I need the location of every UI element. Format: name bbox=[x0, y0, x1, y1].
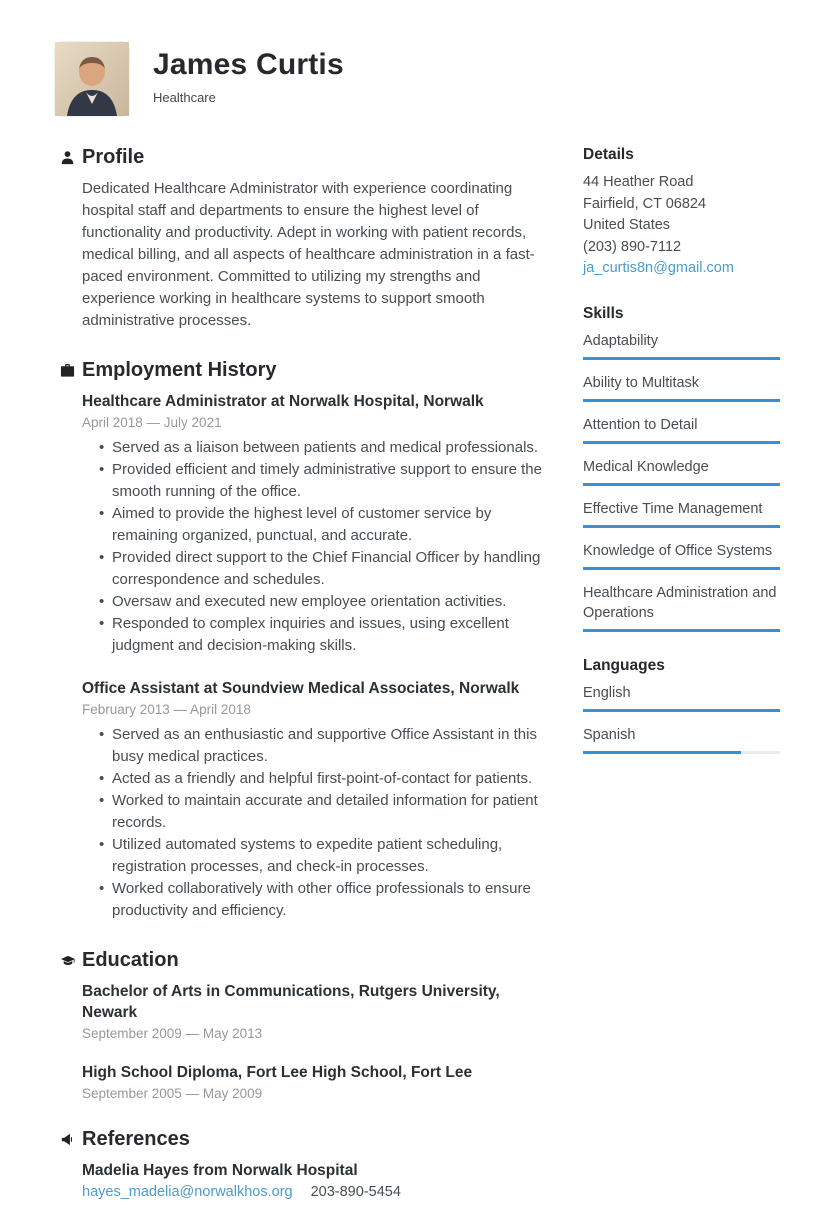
job-bullet: • Worked collaboratively with other office professionals to ensure productivity and efficiency. bbox=[99, 878, 552, 922]
skill-item bbox=[583, 373, 780, 402]
skill-meter bbox=[583, 525, 780, 528]
skill-label: Attention to Detail bbox=[583, 416, 698, 433]
job-bullet: • Provided efficient and timely administrative support to ensure the smooth running of the office. bbox=[99, 459, 552, 503]
briefcase-icon bbox=[60, 363, 75, 378]
skill-label: Effective Time Management bbox=[583, 500, 763, 517]
skill-item bbox=[583, 457, 780, 486]
job-title: Office Assistant at Soundview Medical Associates, Norwalk bbox=[82, 680, 520, 697]
profile-text: Dedicated Healthcare Administrator with experience coordinating hospital staff and departments to ensure the highest level of functionality and productivity. Adept in working with patient records, medical billing, and all aspects of healthcare administration in a fast-paced environment. Committed to utilizing my strengths and experience working in healthcare systems to support smooth administrative processes. bbox=[82, 180, 535, 329]
skill-label: Ability to Multitask bbox=[583, 374, 700, 391]
education-dates: September 2009 — May 2013 bbox=[82, 1026, 263, 1041]
job-entry bbox=[82, 391, 552, 657]
job-entry bbox=[82, 678, 552, 922]
language-meter bbox=[583, 751, 780, 754]
employment-heading: Employment History bbox=[82, 359, 277, 381]
skill-item bbox=[583, 583, 780, 632]
profile-heading: Profile bbox=[82, 146, 145, 168]
graduation-cap-icon bbox=[60, 953, 75, 968]
skills-heading: Skills bbox=[583, 304, 624, 322]
skill-meter bbox=[583, 441, 780, 444]
address-line: United States bbox=[583, 217, 671, 233]
reference-email-link[interactable]: hayes_madelia@norwalkhos.org bbox=[82, 1184, 293, 1200]
skill-meter bbox=[583, 399, 780, 402]
skill-label: Medical Knowledge bbox=[583, 458, 709, 475]
job-bullet-list bbox=[82, 724, 552, 922]
job-bullet: • Utilized automated systems to expedite patient scheduling, registration processes, and check-in processes. bbox=[99, 834, 552, 878]
section-references bbox=[60, 1128, 552, 1200]
skill-label: Knowledge of Office Systems bbox=[583, 542, 773, 559]
job-bullet: • Oversaw and executed new employee orientation activities. bbox=[99, 591, 552, 613]
job-bullet: • Worked to maintain accurate and detailed information for patient records. bbox=[99, 790, 552, 834]
languages-group bbox=[583, 657, 780, 754]
skill-label: Healthcare Administration and Operations bbox=[583, 584, 777, 621]
job-bullet: • Acted as a friendly and helpful first-point-of-contact for patients. bbox=[99, 768, 552, 790]
education-entry bbox=[82, 1062, 552, 1101]
job-dates: February 2013 — April 2018 bbox=[82, 702, 251, 717]
skill-item bbox=[583, 541, 780, 570]
resume-header bbox=[0, 0, 840, 116]
language-meter bbox=[583, 709, 780, 712]
details-group bbox=[583, 146, 780, 280]
name-block bbox=[153, 42, 344, 105]
job-dates: April 2018 — July 2021 bbox=[82, 415, 222, 430]
email-link[interactable]: ja_curtis8n@gmail.com bbox=[583, 260, 734, 276]
section-employment bbox=[60, 359, 552, 922]
education-title: High School Diploma, Fort Lee High School, Fort Lee bbox=[82, 1064, 473, 1081]
reference-name: Madelia Hayes from Norwalk Hospital bbox=[82, 1162, 358, 1179]
phone-line: (203) 890-7112 bbox=[583, 238, 682, 255]
job-bullet: • Provided direct support to the Chief Financial Officer by handling correspondence and schedules. bbox=[99, 547, 552, 591]
skill-meter bbox=[583, 629, 780, 632]
language-item bbox=[583, 683, 780, 712]
job-title: Healthcare Administrator at Norwalk Hospital, Norwalk bbox=[82, 393, 484, 410]
languages-heading: Languages bbox=[583, 656, 665, 674]
education-title: Bachelor of Arts in Communications, Rutgers University, Newark bbox=[82, 983, 500, 1021]
job-bullet: • Aimed to provide the highest level of customer service by remaining organized, punctual, and accurate. bbox=[99, 503, 552, 547]
education-dates: September 2005 — May 2009 bbox=[82, 1086, 263, 1101]
reference-phone: 203-890-5454 bbox=[310, 1184, 401, 1200]
job-bullet: • Responded to complex inquiries and issues, using excellent judgment and decision-making skills. bbox=[99, 613, 552, 657]
profile-photo bbox=[55, 42, 129, 116]
skill-item bbox=[583, 415, 780, 444]
skill-item bbox=[583, 331, 780, 360]
skill-item bbox=[583, 499, 780, 528]
candidate-name: James Curtis bbox=[153, 48, 344, 81]
job-bullet-list bbox=[82, 437, 552, 657]
education-entry bbox=[82, 981, 552, 1041]
address-line: 44 Heather Road bbox=[583, 174, 694, 190]
skill-meter bbox=[583, 567, 780, 570]
language-label: Spanish bbox=[583, 726, 636, 743]
candidate-title: Healthcare bbox=[153, 89, 216, 105]
skill-meter bbox=[583, 483, 780, 486]
education-heading: Education bbox=[82, 949, 179, 971]
sidebar-column bbox=[583, 146, 780, 1227]
skill-label: Adaptability bbox=[583, 332, 658, 349]
skill-meter bbox=[583, 357, 780, 360]
address-line: Fairfield, CT 06824 bbox=[583, 195, 707, 212]
resume-body bbox=[0, 116, 840, 1227]
references-heading: References bbox=[82, 1128, 190, 1150]
language-item bbox=[583, 725, 780, 754]
job-bullet: • Served as a liaison between patients and medical professionals. bbox=[99, 437, 552, 459]
megaphone-icon bbox=[60, 1132, 75, 1147]
main-column bbox=[60, 146, 552, 1227]
reference-contact bbox=[82, 1184, 552, 1200]
person-icon bbox=[60, 150, 75, 165]
profile-photo-placeholder bbox=[55, 42, 129, 116]
section-profile bbox=[60, 146, 552, 332]
language-label: English bbox=[583, 684, 631, 701]
section-education bbox=[60, 949, 552, 1101]
job-bullet: • Served as an enthusiastic and supportive Office Assistant in this busy medical practices. bbox=[99, 724, 552, 768]
skills-group bbox=[583, 305, 780, 632]
details-heading: Details bbox=[583, 146, 634, 163]
